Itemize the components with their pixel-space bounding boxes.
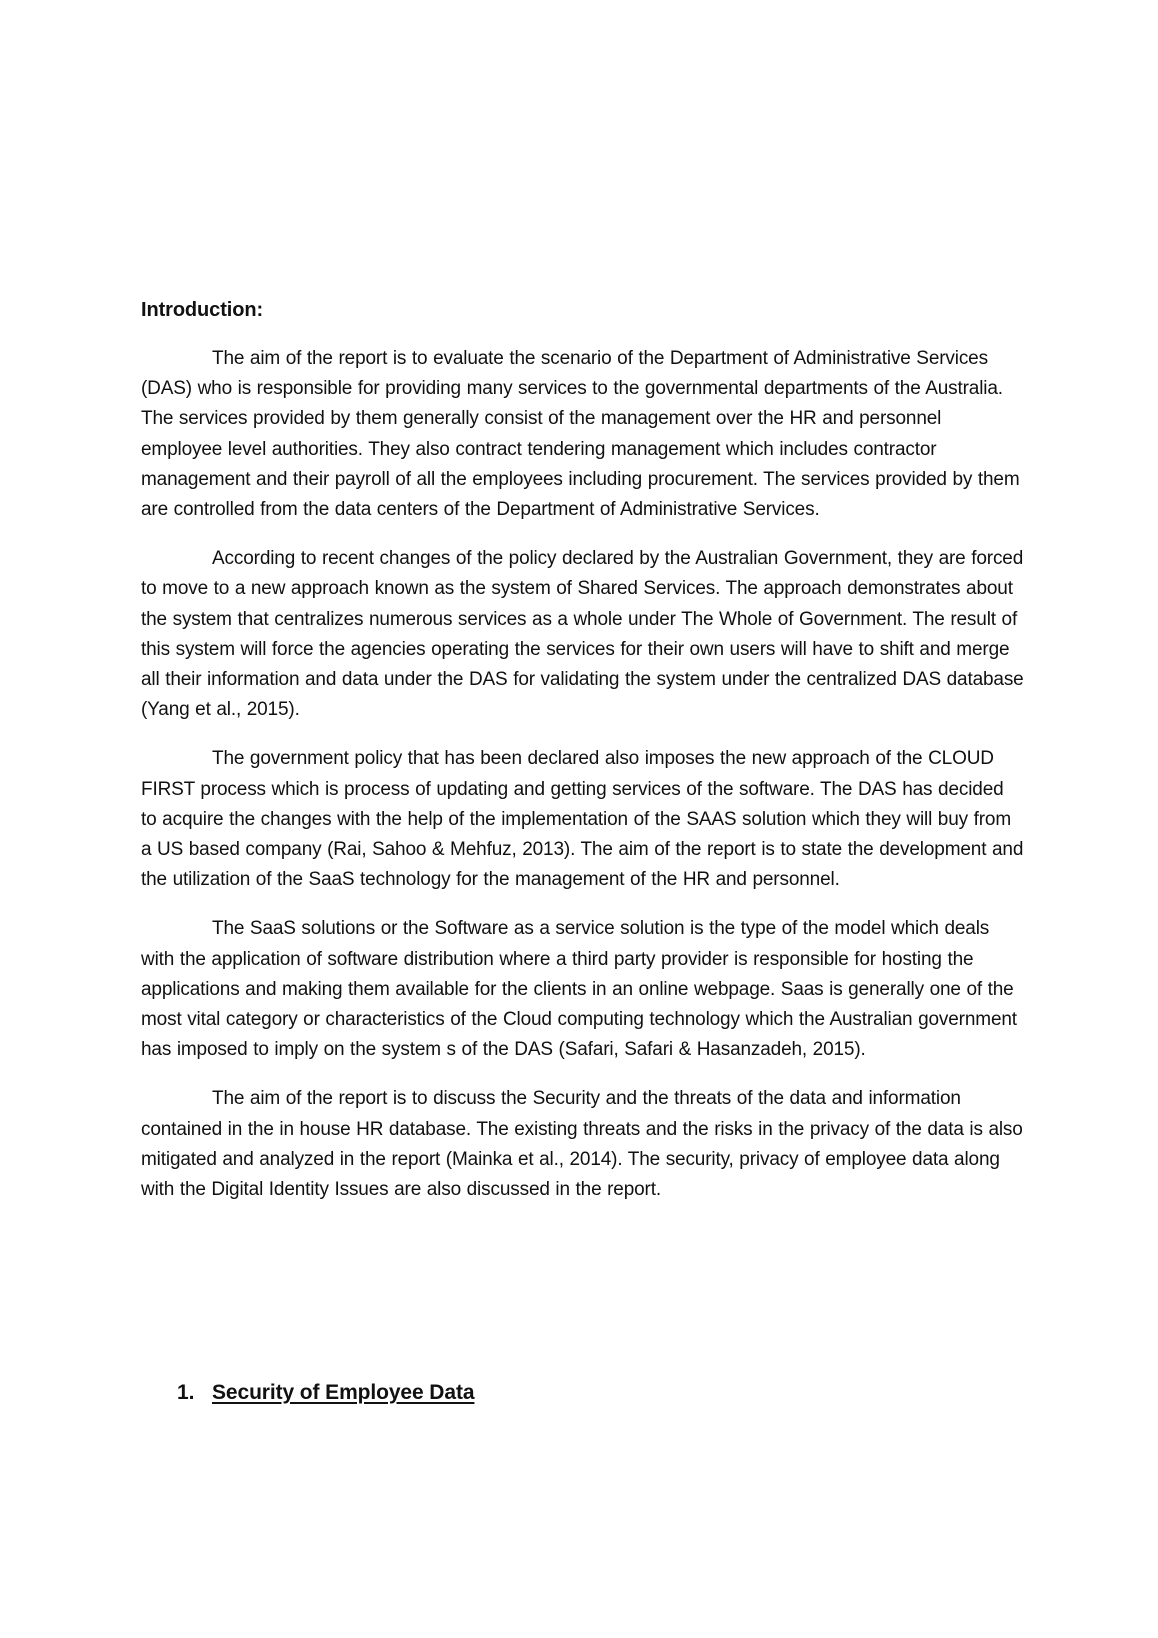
paragraph-4: The SaaS solutions or the Software as a service solution is the type of the model which deals with the application of software distribution where a third party provider is responsible for hosting the applications and making them available for the clients in an online webpage. Saas is generally one of the most vital category or characteristics of the Cloud computing technology which the Australian government has imposed to imply on the system s of the DAS (Safari, Safari & Hasanzadeh, 2015). — [141, 918, 1017, 1061]
section-number: 1. — [177, 1381, 195, 1404]
paragraph-2: According to recent changes of the policy declared by the Australian Government, they are forced to move to a new approach known as the system of Shared Services. The approach demonstrates about the system that centralizes numerous services as a whole under The Whole of Government. The result of this system will force the agencies operating the services for their own users will have to shift and merge all their information and data under the DAS for validating the system under the centralized DAS database (Yang et al., 2015). — [141, 548, 1024, 721]
paragraph-1: The aim of the report is to evaluate the scenario of the Department of Administrative Services (DAS) who is responsible for providing many services to the governmental departments of the Australia. The services provided by them generally consist of the management over the HR and personnel employee level authorities. They also contract tendering management which includes contractor management and their payroll of all the employees including procurement. The services provided by them are controlled from the data centers of the Department of Administrative Services. — [141, 348, 1020, 521]
document-body — [141, 296, 1024, 1224]
section-heading — [177, 1379, 480, 1407]
paragraph-5: The aim of the report is to discuss the Security and the threats of the data and information contained in the in house HR database. The existing threats and the risks in the privacy of the data is also mitigated and analyzed in the report (Mainka et al., 2014). The security, privacy of employee data along with the Digital Identity Issues are also discussed in the report. — [141, 1088, 1023, 1201]
section-title: Security of Employee Data — [212, 1381, 475, 1404]
paragraph-3: The government policy that has been declared also imposes the new approach of the CLOUD FIRST process which is process of updating and getting services of the software. The DAS has decided to acquire the changes with the help of the implementation of the SAAS solution which they will buy from a US based company (Rai, Sahoo & Mehfuz, 2013). The aim of the report is to state the development and the utilization of the SaaS technology for the management of the HR and personnel. — [141, 748, 1024, 891]
introduction-heading: Introduction: — [141, 299, 264, 321]
